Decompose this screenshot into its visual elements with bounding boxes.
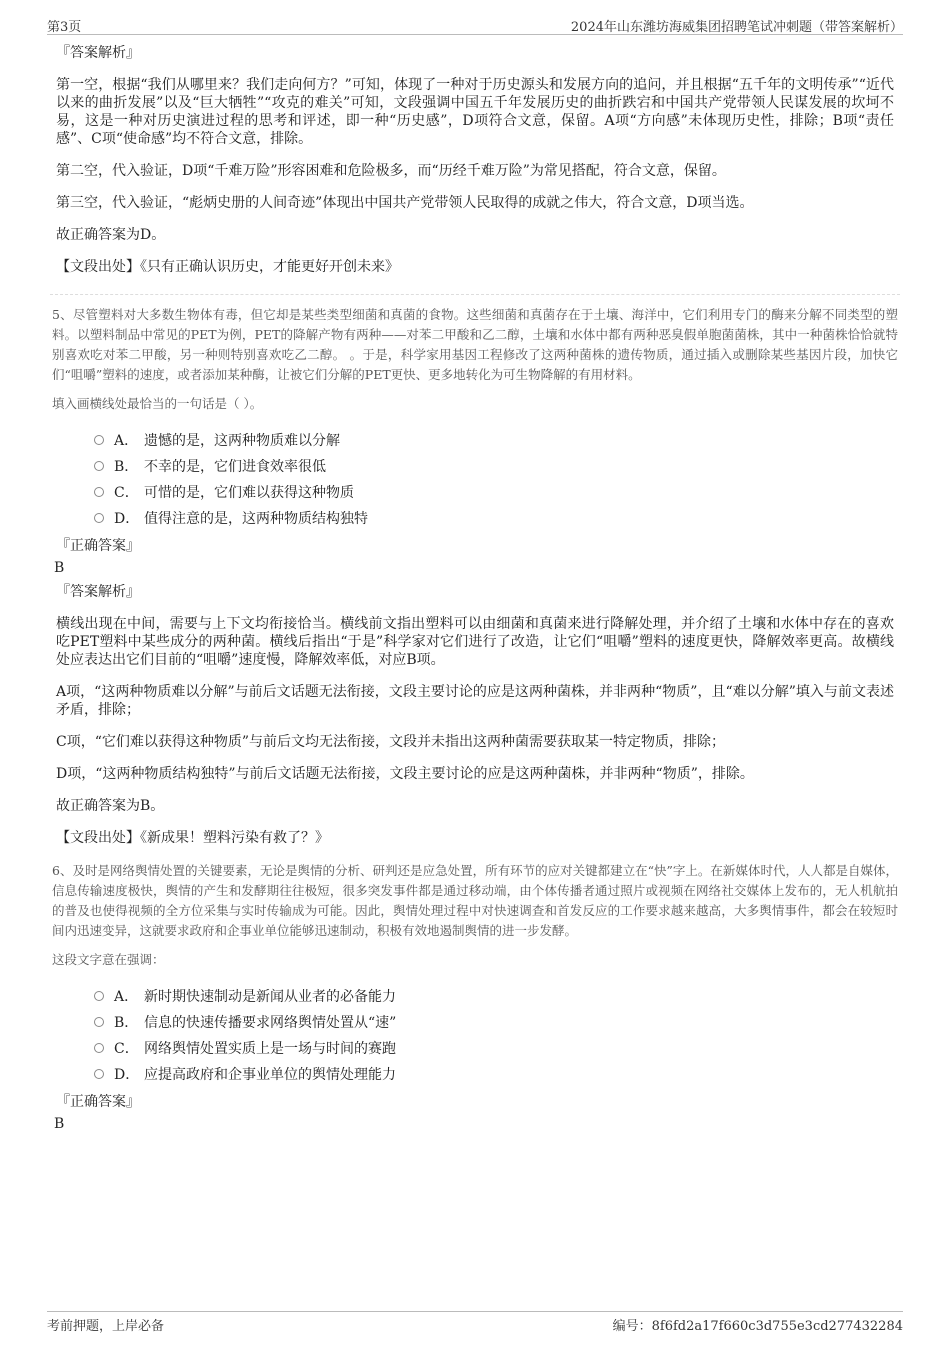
analysis-label: 『答案解析』 [56, 584, 140, 600]
answer-label: 『正确答案』 [56, 1094, 140, 1110]
option-key: C． [114, 485, 139, 501]
answer-value: B [54, 560, 65, 576]
analysis-paragraph: 第二空，代入验证，D项“千难万险”形容困难和危险极多，而“历经千难万险”为常见搭配，符合文意，保留。 [56, 163, 726, 179]
option-list [94, 983, 894, 1087]
analysis-paragraph: D项，“这两种物质结构独特”与前后文话题无法衔接，文段主要讨论的应是这两种菌株，并非两种“物质”，排除。 [56, 766, 754, 782]
option-text: 可惜的是，它们难以获得这种物质 [144, 485, 354, 501]
section-divider [50, 294, 900, 295]
page-header [47, 14, 903, 35]
option-text: 新时期快速制动是新闻从业者的必备能力 [144, 989, 396, 1005]
analysis-paragraph: 故正确答案为D。 [56, 227, 166, 243]
option-text: 不幸的是，它们进食效率很低 [144, 459, 326, 475]
radio-icon[interactable] [94, 1069, 104, 1079]
question-prompt: 填入画横线处最恰当的一句话是（ ）。 [52, 396, 263, 411]
analysis-paragraph: 横线出现在中间，需要与上下文均衔接恰当。横线前文指出塑料可以由细菌和真菌来进行降解处理，并介绍了土壤和水体中存在的喜欢吃PET塑料中某些成分的两种菌。横线后指出“于是”科学家对它们进行了改造，让它们“咀嚼”塑料的速度更快，降解效率更高。故横线处应表达出它们目前的“咀嚼”速度慢，降解效率低，对应B项。 [56, 616, 894, 668]
option-key: A． [114, 989, 139, 1005]
analysis-paragraph: 故正确答案为B。 [56, 798, 165, 814]
analysis-paragraph: 第三空，代入验证，“彪炳史册的人间奇迹”体现出中国共产党带领人民取得的成就之伟大，符合文意，D项当选。 [56, 195, 754, 211]
page-content [52, 40, 898, 1139]
radio-icon[interactable] [94, 1017, 104, 1027]
option-c[interactable] [94, 1035, 894, 1061]
option-d[interactable] [94, 505, 894, 531]
question-prompt: 这段文字意在强调： [52, 952, 165, 967]
question-5 [52, 305, 898, 847]
answer-label: 『正确答案』 [56, 538, 140, 554]
option-list [94, 427, 894, 531]
radio-icon[interactable] [94, 1043, 104, 1053]
option-key: B． [114, 459, 139, 475]
page-footer [47, 1311, 903, 1334]
option-key: D． [114, 511, 140, 527]
passage-source: 【文段出处】《新成果！塑料污染有救了？》 [56, 830, 329, 846]
option-c[interactable] [94, 479, 894, 505]
radio-icon[interactable] [94, 513, 104, 523]
option-key: D． [114, 1067, 140, 1083]
option-key: C． [114, 1041, 139, 1057]
analysis-paragraph: A项，“这两种物质难以分解”与前后文话题无法衔接，文段主要讨论的应是这两种菌株，并非两种“物质”，且“难以分解”填入与前文表述矛盾，排除； [56, 684, 894, 718]
radio-icon[interactable] [94, 461, 104, 471]
option-text: 值得注意的是，这两种物质结构独特 [144, 511, 368, 527]
option-a[interactable] [94, 983, 894, 1009]
option-a[interactable] [94, 427, 894, 453]
document-id: 编号：8f6fd2a17f660c3d755e3cd277432284 [612, 1319, 903, 1334]
option-key: B． [114, 1015, 139, 1031]
question-6 [52, 861, 898, 1133]
document-title: 2024年山东潍坊海威集团招聘笔试冲刺题（带答案解析） [570, 20, 903, 35]
option-text: 遗憾的是，这两种物质难以分解 [144, 433, 340, 449]
option-key: A． [114, 433, 139, 449]
option-d[interactable] [94, 1061, 894, 1087]
option-text: 应提高政府和企事业单位的舆情处理能力 [144, 1067, 396, 1083]
question-text: 5、尽管塑料对大多数生物体有毒，但它却是某些类型细菌和真菌的食物。这些细菌和真菌存在于土壤、海洋中，它们利用专门的酶来分解不同类型的塑料。以塑料制品中常见的PET为例，PET的降解产物有两种——对苯二甲酸和乙二醇，土壤和水体中都有两种恶臭假单胞菌菌株，其中一种菌株恰恰就特别喜欢吃对苯二甲酸，另一种则特别喜欢吃乙二醇。 。于是，科学家用基因工程修改了这两种菌株的遗传物质，通过插入或删除某些基因片段，加快它们“咀嚼”塑料的速度，或者添加某种酶，让被它们分解的PET更快、更多地转化为可生物降解的有用材料。 [52, 307, 898, 382]
radio-icon[interactable] [94, 991, 104, 1001]
footer-slogan: 考前押题，上岸必备 [47, 1319, 165, 1334]
radio-icon[interactable] [94, 435, 104, 445]
option-text: 网络舆情处置实质上是一场与时间的赛跑 [144, 1041, 396, 1057]
page-number: 第3页 [47, 20, 82, 35]
option-text: 信息的快速传播要求网络舆情处置从“速” [144, 1015, 397, 1031]
option-b[interactable] [94, 453, 894, 479]
passage-source: 【文段出处】《只有正确认识历史，才能更好开创未来》 [56, 259, 399, 275]
answer-value: B [54, 1116, 65, 1132]
q4-analysis [56, 44, 894, 276]
question-text: 6、及时是网络舆情处置的关键要素，无论是舆情的分析、研判还是应急处置，所有环节的应对关键都建立在“快”字上。在新媒体时代，人人都是自媒体，信息传输速度极快，舆情的产生和发酵期往往极短，很多突发事件都是通过移动端，由个体传播者通过照片或视频在网络社交媒体上发布的，无人机航拍的普及也使得视频的全方位采集与实时传输成为可能。因此，舆情处理过程中对快速调查和首发反应的工作要求越来越高，大多舆情事件，都会在较短时间内迅速变异，这就要求政府和企事业单位能够迅速制动，积极有效地遏制舆情的进一步发酵。 [52, 863, 898, 938]
analysis-label: 『答案解析』 [56, 45, 140, 61]
analysis-paragraph: C项，“它们难以获得这种物质”与前后文均无法衔接，文段并未指出这两种菌需要获取某一特定物质，排除； [56, 734, 726, 750]
option-b[interactable] [94, 1009, 894, 1035]
radio-icon[interactable] [94, 487, 104, 497]
analysis-paragraph: 第一空，根据“我们从哪里来？我们走向何方？”可知，体现了一种对于历史源头和发展方向的追问，并且根据“五千年的文明传承”“近代以来的曲折发展”以及“巨大牺牲”“攻克的难关”可知，文段强调中国五千年发展历史的曲折跌宕和中国共产党带领人民谋发展的坎坷不易，这是一种对历史演进过程的思考和评述，即一种“历史感”，D项符合文意，保留。A项“方向感”未体现历史性，排除；B项“责任感”、C项“使命感”均不符合文意，排除。 [56, 77, 894, 147]
